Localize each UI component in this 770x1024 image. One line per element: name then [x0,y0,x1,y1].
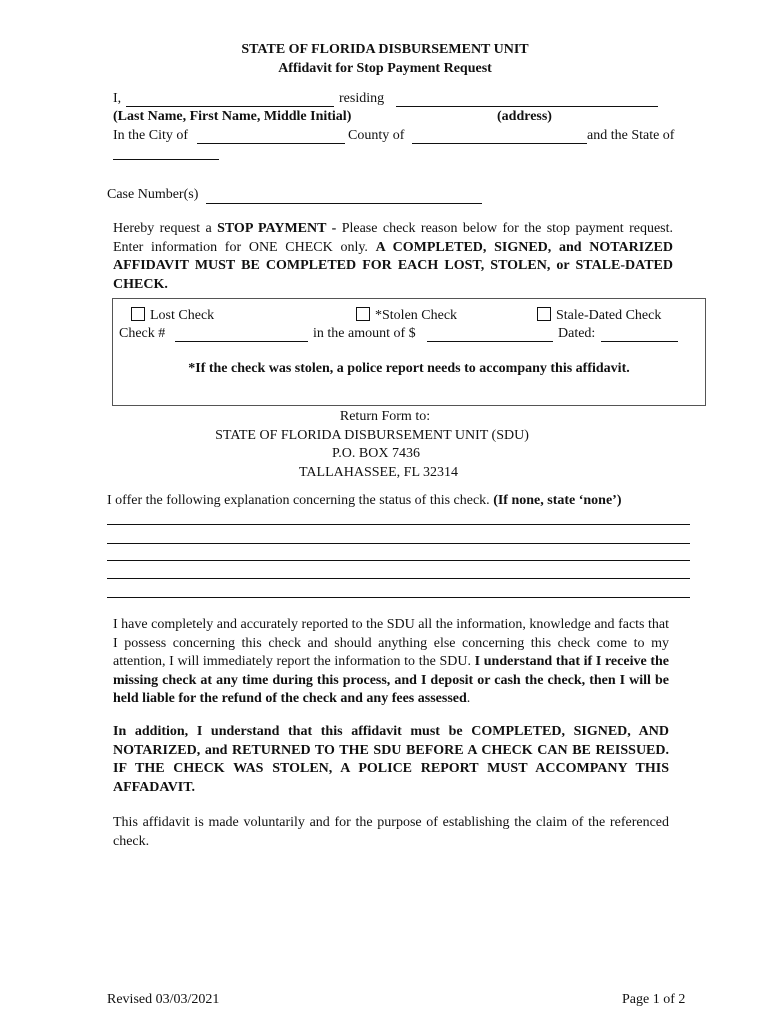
amount-label: in the amount of $ [313,326,416,341]
voluntary-statement: This affidavit is made voluntarily and for the purpose of establishing the claim of the referenced check. [113,815,669,849]
dated-label: Dated: [558,326,596,341]
check-number-label: Check # [119,326,166,341]
page-number: Page 1 of 2 [622,992,686,1007]
return-line-3: TALLAHASSEE, FL 32314 [299,464,458,480]
stolen-check-option[interactable]: *Stolen Check [356,307,457,324]
dated-field[interactable] [601,341,678,342]
return-address [0,408,770,482]
stolen-check-checkbox[interactable] [356,307,370,321]
i-label: I, [113,91,122,106]
stale-dated-check-option[interactable]: Stale-Dated Check [537,307,661,324]
revision-date: Revised 03/03/2021 [107,992,220,1007]
city-field[interactable] [197,143,345,144]
case-number-field[interactable] [206,203,482,204]
check-number-field[interactable] [175,341,308,342]
county-field[interactable] [412,143,587,144]
name-caption: (Last Name, First Name, Middle Initial) [113,109,352,124]
residing-label: residing [339,91,385,106]
explanation-line-3[interactable] [107,560,690,561]
case-number-label: Case Number(s) [107,187,199,202]
stolen-police-report-note: *If the check was stolen, a police report needs to accompany this affidavit. [188,361,630,376]
address-caption: (address) [497,109,552,124]
address-field[interactable] [396,106,658,107]
return-line-1: STATE OF FLORIDA DISBURSEMENT UNIT (SDU) [215,427,529,443]
explanation-line-1[interactable] [107,524,690,525]
return-line-2: P.O. BOX 7436 [332,446,420,461]
explanation-line-5[interactable] [107,597,690,598]
stop-payment-request-text: Hereby request a STOP PAYMENT - Please check reason below for the stop payment request. Enter information for ONE CHECK only. A COMPLETED, SIGNED, and NOTARIZED AFFIDAVIT MUST BE COMPLETED FOR EACH LOST, STOLEN, or STALE-DATED CHECK. [113,221,673,292]
explanation-line-2[interactable] [107,543,690,544]
explanation-line-4[interactable] [107,578,690,579]
document-subtitle: Affidavit for Stop Payment Request [278,61,492,76]
city-label: In the City of [113,128,189,143]
document-title: STATE OF FLORIDA DISBURSEMENT UNIT [241,42,529,57]
lost-check-option[interactable]: Lost Check [131,307,214,324]
state-field[interactable] [113,159,219,160]
name-field[interactable] [126,106,334,107]
explanation-prompt: I offer the following explanation concerning the status of this check. (If none, state ‘none’) [107,493,622,508]
notarization-statement: In addition, I understand that this affidavit must be COMPLETED, SIGNED, AND NOTARIZED, and RETURNED TO THE SDU BEFORE A CHECK CAN BE REISSUED. IF THE CHECK WAS STOLEN, A POLICE REPORT MUST ACCOMPANY THIS AFFADAVIT. [113,724,669,795]
return-label: Return Form to: [339,409,431,424]
accuracy-statement: I have completely and accurately reported to the SDU all the information, knowledge and facts that I possess concerning this check and should anything else concerning this check come to my attention, I will immediately report the information to the SDU. I understand that if I receive the missing check at any time during this process, and I deposit or cash the check, then I will be held liable for the refund of the check and any fees assessed. [113,617,669,706]
stale-dated-checkbox[interactable] [537,307,551,321]
state-label: and the State of [587,128,675,143]
county-label: County of [348,128,405,143]
amount-field[interactable] [427,341,553,342]
lost-check-checkbox[interactable] [131,307,145,321]
